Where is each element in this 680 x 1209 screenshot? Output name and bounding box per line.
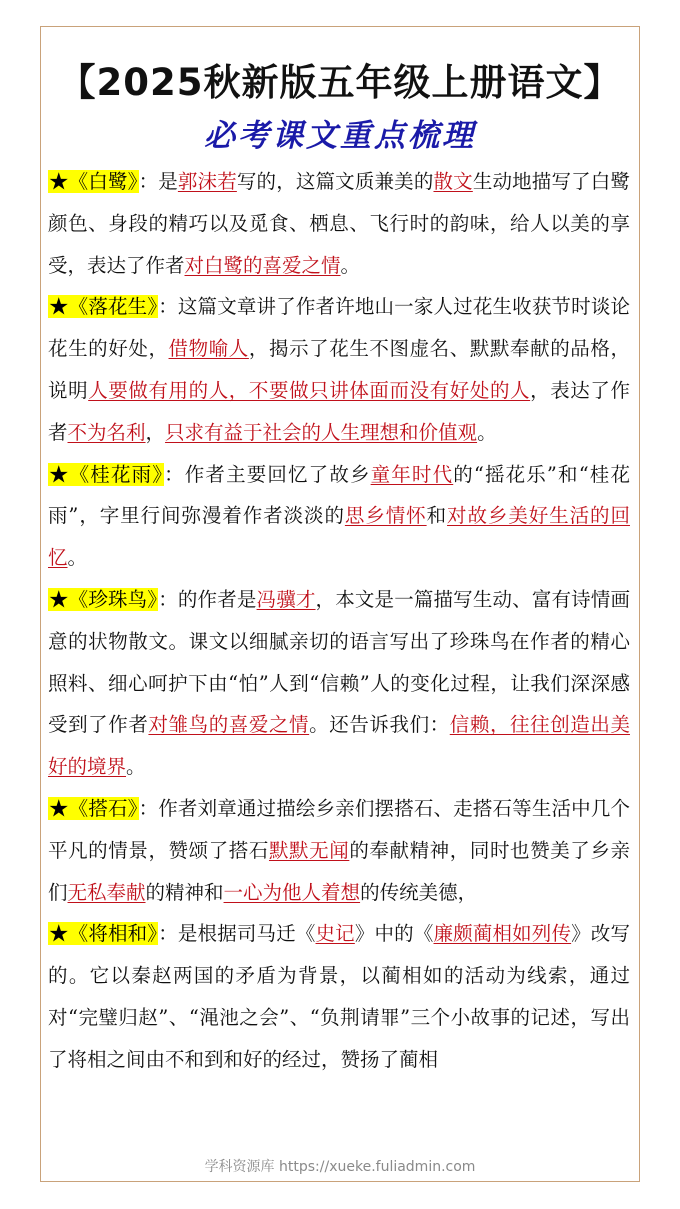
body-text: 。 bbox=[340, 253, 361, 277]
key-point-highlight: 史记 bbox=[315, 922, 355, 946]
body-text: 的“摇花乐”和“桂花雨”，字里行间弥漫着作者淡淡的 bbox=[48, 462, 630, 528]
page-subtitle: 必考课文重点梳理 bbox=[204, 118, 476, 154]
key-point-highlight: 散文 bbox=[433, 170, 473, 193]
lesson-heading: ★《落花生》 bbox=[49, 295, 158, 319]
body-text: ：是 bbox=[138, 170, 178, 193]
page-title: 【2025秋新版五年级上册语文】 bbox=[58, 61, 622, 104]
body-text: 的传统美德， bbox=[360, 880, 478, 904]
body-text: ：这篇文章讲了作者许地山一家人过花生收获节时谈论花生的好处， bbox=[48, 295, 630, 361]
paragraph-zhenzhuniao bbox=[48, 579, 630, 788]
body-text: 。 bbox=[126, 755, 146, 779]
body-text: 》改写的。它以秦赵两国的矛盾为背景，以蔺相如的活动为线索，通过对“完璧归赵”、“渑池之会”、“负荆请罪”三个小故事的记述，写出了将相之间由不和到和好的经过，赞扬了蔺相 bbox=[48, 922, 630, 1071]
paragraph-dashi bbox=[48, 788, 630, 913]
key-point-highlight: 默默无闻 bbox=[268, 838, 350, 862]
lesson-heading: ★《珍珠鸟》 bbox=[49, 587, 158, 611]
key-point-highlight: 一心为他人着想 bbox=[223, 880, 361, 904]
body-text: 写的，这篇文质兼美的 bbox=[236, 170, 434, 193]
lesson-heading: ★《白鹭》 bbox=[49, 170, 138, 193]
body-text: ：的作者是 bbox=[158, 587, 257, 611]
lesson-heading: ★《搭石》 bbox=[49, 796, 138, 820]
body-text: 的精神和 bbox=[145, 880, 224, 904]
body-text: ，本文是一篇描写生动、富有诗情画意的状物散文。课文以细腻亲切的语言写出了珍珠鸟在作者的精心照料、细心呵护下由“怕”人到“信赖”人的变化过程，让我们深深感受到了作者 bbox=[48, 587, 630, 737]
body-text: 和 bbox=[426, 504, 448, 528]
lesson-summary-list bbox=[48, 161, 630, 1081]
key-point-highlight: 童年时代 bbox=[370, 462, 454, 486]
body-text: 。 bbox=[67, 546, 88, 570]
key-point-highlight: 人要做有用的人，不要做只讲体面而没有好处的人 bbox=[88, 378, 531, 402]
body-text: ：作者主要回忆了故乡 bbox=[164, 462, 371, 486]
watermark-footer: 学科资源库 https://xueke.fuliadmin.com bbox=[204, 1159, 476, 1175]
body-text: 》中的《 bbox=[354, 922, 434, 946]
lesson-heading: ★《桂花雨》 bbox=[49, 462, 164, 486]
key-point-highlight: 思乡情怀 bbox=[344, 504, 427, 528]
body-text: ，揭示了花生不图虚名、默默奉献的品格，说明 bbox=[48, 337, 630, 402]
paragraph-guihuayu bbox=[48, 454, 630, 579]
key-point-highlight: 无私奉献 bbox=[67, 880, 146, 904]
lesson-heading: ★《将相和》 bbox=[49, 922, 158, 946]
body-text: 生动地描写了白鹭颜色、身段的精巧以及觅食、栖息、飞行时的韵味，给人以美的享受，表达了作者 bbox=[48, 170, 630, 277]
body-text: 。 bbox=[477, 420, 497, 444]
key-point-highlight: 郭沫若 bbox=[177, 170, 237, 193]
body-text: ：是根据司马迁《 bbox=[158, 922, 316, 946]
body-text: ，表达了作者 bbox=[48, 378, 630, 444]
paragraph-bailu bbox=[48, 161, 630, 286]
key-point-highlight: 对白鹭的喜爱之情 bbox=[184, 253, 341, 277]
key-point-highlight: 借物喻人 bbox=[168, 337, 249, 361]
key-point-highlight: 对雏鸟的喜爱之情 bbox=[148, 713, 310, 737]
body-text: ：作者刘章通过描绘乡亲们摆搭石、走搭石等生活中几个平凡的情景，赞颂了搭石 bbox=[48, 796, 630, 862]
key-point-highlight: 只求有益于社会的人生理想和价值观 bbox=[165, 420, 478, 444]
key-point-highlight: 对故乡美好生活的回忆 bbox=[48, 504, 630, 570]
paragraph-luohuasheng bbox=[48, 286, 630, 453]
key-point-highlight: 廉颇蔺相如列传 bbox=[433, 922, 572, 946]
body-text: ， bbox=[145, 420, 166, 444]
key-point-highlight: 信赖，往往创造出美好的境界 bbox=[48, 713, 630, 779]
body-text: 的奉献精神，同时也赞美了乡亲们 bbox=[48, 838, 630, 904]
paragraph-jiangxianghe bbox=[48, 913, 630, 1080]
key-point-highlight: 不为名利 bbox=[67, 420, 146, 444]
key-point-highlight: 冯骥才 bbox=[256, 587, 316, 611]
body-text: 。还告诉我们： bbox=[309, 713, 450, 737]
